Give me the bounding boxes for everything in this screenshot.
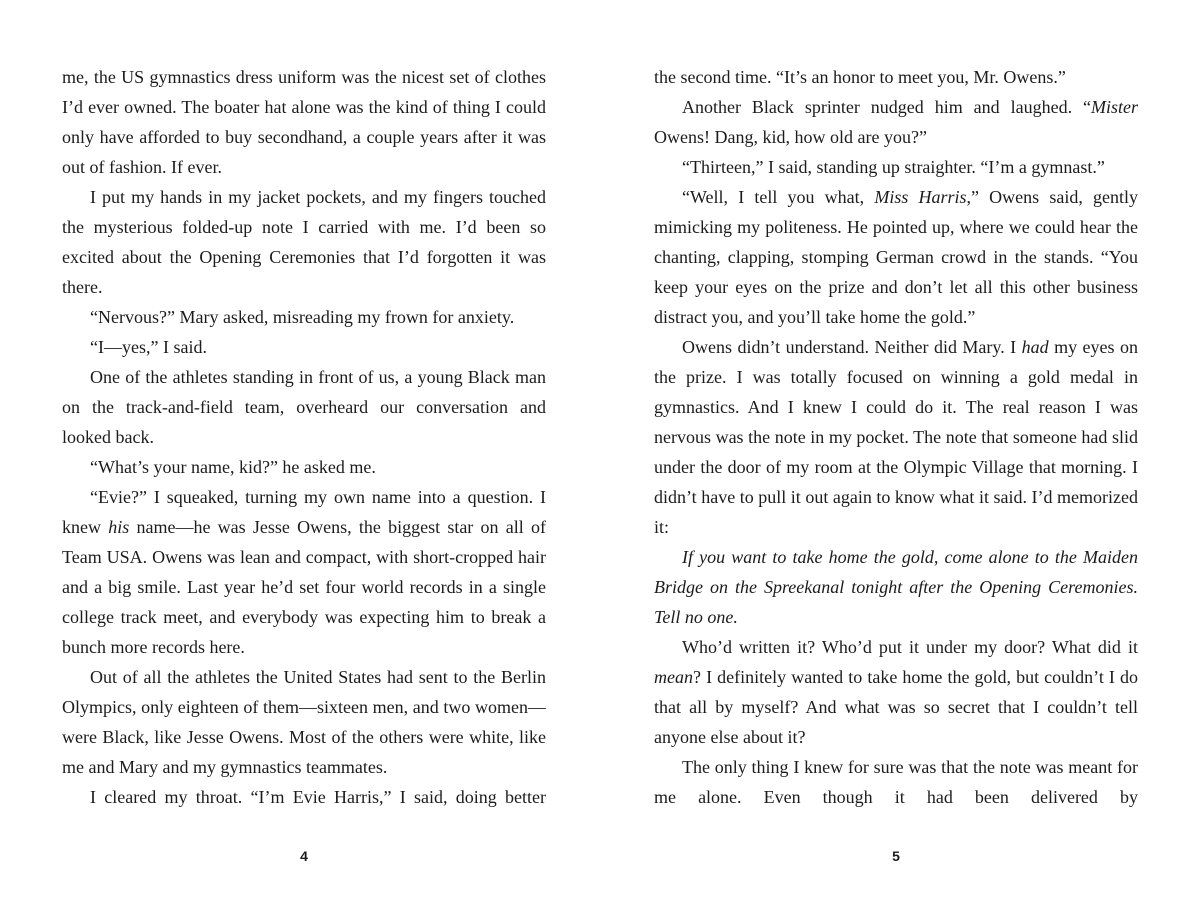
paragraph	[654, 632, 1138, 752]
text-run: me, the US gymnastics dress uniform was the nicest set of clothes I’d ever owned. The boater hat alone was the kind of thing I could only have afforded to buy secondhand, a couple years after it was out of fashion. If ever.	[62, 67, 546, 177]
paragraph	[62, 782, 546, 812]
text-run: “Evie?” I squeaked, turning my own name into a question. I knew	[62, 487, 546, 537]
left-page	[62, 62, 546, 812]
paragraph	[654, 542, 1138, 632]
paragraph	[62, 332, 546, 362]
paragraph	[62, 662, 546, 782]
text-run: the second time. “It’s an honor to meet you, Mr. Owens.”	[654, 67, 1066, 87]
italic-text: Mister	[1091, 97, 1138, 117]
left-page-text	[62, 62, 546, 812]
paragraph	[654, 62, 1138, 92]
text-run: I put my hands in my jacket pockets, and my fingers touched the mysterious folded-up note I carried with me. I’d been so excited about the Opening Ceremonies that I’d forgotten it was there.	[62, 187, 546, 297]
text-run: my eyes on the prize. I was totally focused on winning a gold medal in gymnastics. And I knew I could do it. The real reason I was nervous was the note in my pocket. The note that someone had slid under the door of my room at the Olympic Village that morning. I didn’t have to pull it out again to know what it said. I’d memorized it:	[654, 337, 1138, 537]
paragraph	[62, 62, 546, 182]
paragraph	[654, 92, 1138, 152]
page-number: 4	[300, 848, 308, 864]
italic-text: had	[1021, 337, 1049, 357]
text-run: Who’d written it? Who’d put it under my door? What did it	[682, 637, 1138, 657]
italic-text: If you want to take home the gold, come alone to the Maiden Bridge on the Spreekanal tonight after the Opening Ceremonies. Tell no one.	[654, 547, 1138, 627]
page-number: 5	[892, 848, 900, 864]
paragraph	[62, 362, 546, 452]
paragraph	[654, 752, 1138, 812]
text-run: Another Black sprinter nudged him and laughed. “	[682, 97, 1091, 117]
right-page	[654, 62, 1138, 812]
text-run: Owens didn’t understand. Neither did Mary. I	[682, 337, 1022, 357]
text-run: name—he was Jesse Owens, the biggest star on all of Team USA. Owens was lean and compact, with short-cropped hair and a big smile. Last year he’d set four world records in a single college track meet, and everybody was expecting him to break a bunch more records here.	[62, 517, 546, 657]
text-run: “Well, I tell you what,	[682, 187, 875, 207]
text-run: “What’s your name, kid?” he asked me.	[90, 457, 376, 477]
text-run: I cleared my throat. “I’m Evie Harris,” I said, doing better	[90, 787, 546, 807]
paragraph	[62, 182, 546, 302]
paragraph	[62, 452, 546, 482]
text-run: “I—yes,” I said.	[90, 337, 207, 357]
text-run: ,” Owens said, gently mimicking my politeness. He pointed up, where we could hear the chanting, clapping, stomping German crowd in the stands. “You keep your eyes on the prize and don’t let all this other business distract you, and you’ll take home the gold.”	[654, 187, 1138, 327]
paragraph	[654, 182, 1138, 332]
right-page-text	[654, 62, 1138, 812]
text-run: Owens! Dang, kid, how old are you?”	[654, 127, 927, 147]
text-run: ? I definitely wanted to take home the gold, but couldn’t I do that all by myself? And what was so secret that I couldn’t tell anyone else about it?	[654, 667, 1138, 747]
paragraph	[62, 302, 546, 332]
paragraph	[654, 152, 1138, 182]
text-run: Out of all the athletes the United States had sent to the Berlin Olympics, only eighteen of them—sixteen men, and two women—were Black, like Jesse Owens. Most of the others were white, like me and Mary and my gymnastics teammates.	[62, 667, 546, 777]
italic-text: mean	[654, 667, 693, 687]
paragraph	[654, 332, 1138, 542]
paragraph	[62, 482, 546, 662]
text-run: “Nervous?” Mary asked, misreading my frown for anxiety.	[90, 307, 515, 327]
text-run: The only thing I knew for sure was that the note was meant for me alone. Even though it had been delivered by	[654, 757, 1138, 807]
text-run: “Thirteen,” I said, standing up straighter. “I’m a gymnast.”	[682, 157, 1105, 177]
text-run: One of the athletes standing in front of us, a young Black man on the track-and-field team, overheard our conversation and looked back.	[62, 367, 546, 447]
italic-text: his	[108, 517, 130, 537]
italic-text: Miss Harris	[874, 187, 967, 207]
